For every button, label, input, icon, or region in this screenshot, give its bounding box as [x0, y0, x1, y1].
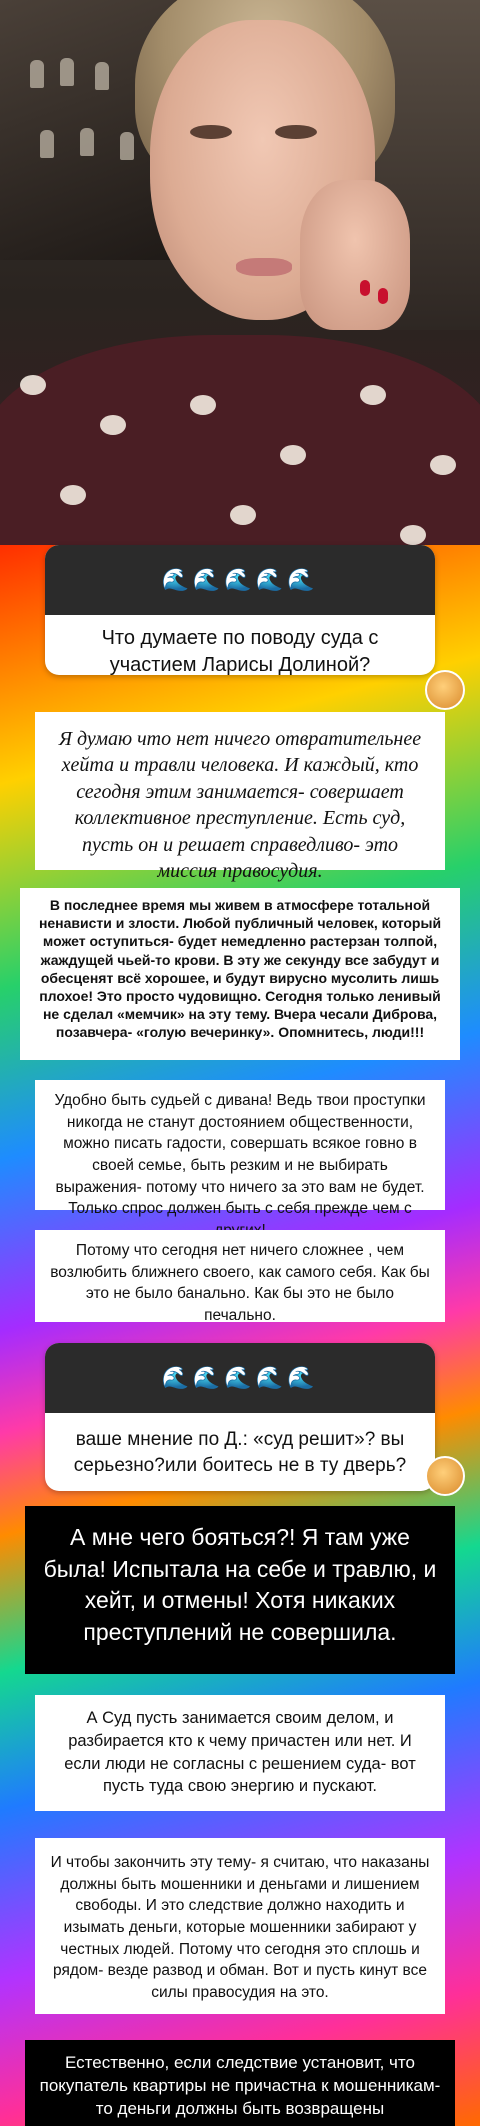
answer-fear: А мне чего бояться?! Я там уже была! Испытала на себе и травлю, и хейт, и отмены! Хотя никаких преступлений не совершила. [25, 1506, 455, 1674]
portrait-photo [0, 0, 480, 545]
sweater [0, 335, 480, 545]
answer-neighbor: Потому что сегодня нет ничего сложнее , чем возлюбить ближнего своего, как самого себя. Как бы это не было банально. Как бы это не было печально. [35, 1230, 445, 1322]
answer-fraud: И чтобы закончить эту тему- я считаю, что наказаны должны быть мошенники и деньгами и лишением свободы. И это следствие должно находить и изымать деньги, которые мошенники забирают у честных людей. Потому что сегодня это сплошь и рядом- везде развод и обман. Вот и пусть кинут все силы правосудия на это. [35, 1838, 445, 2014]
wave-emoji-row: 🌊🌊🌊🌊🌊 [161, 567, 319, 592]
question-header [45, 1343, 435, 1413]
right-eye [275, 125, 317, 139]
answer-sofa: Удобно быть судьей с дивана! Ведь твои проступки никогда не станут достоянием общественности, можно писать гадости, совершать всякое говно в своей семье, быть резким и не выбирать выражения- потому что ничего за это вам не будет. Только спрос должен быть с себя прежде чем с [35, 1080, 445, 1210]
question-text: ваше мнение по Д.: «суд решит»? вы серьезно?или боитесь не в ту дверь? [73, 1429, 407, 1476]
hamster-sticker-icon [425, 1456, 465, 1496]
question-box-1 [45, 545, 435, 675]
answer-court: А Суд пусть занимается своим делом, и разбирается кто к чему причастен или нет. И если люди не согласны с решением суда- вот пусть туда свою энергию и пускают. [35, 1695, 445, 1811]
answer-bold: В последнее время мы живем в атмосфере тотальной ненависти и злости. Любой публичный человек, который может оступиться- будет немедленно растерзан толпой, жаждущей чьей-то крови. В эту же секунду все забудут и обесценят всё хорошее, и будут вирусно мусолить лишь плохое! Это просто чудовищно. Сегодня только ленивый не сделал «мемчик» на эту тему. Вчера чесали Диброва, позавчера- «голую вечеринку». Опомнитесь, люди!!! [20, 888, 460, 1060]
answer-italic: Я думаю что нет ничего отвратительнее хейта и травли человека. И каждый, кто сегодня этим занимается- совершает коллективное преступление. Есть суд, пусть он и решает справедливо- это миссия правосудия. [35, 712, 445, 870]
question-box-2 [45, 1343, 435, 1491]
answer-money: Естественно, если следствие установит, что покупатель квартиры не причастна к мошенникам- то деньги должны быть возвращены [25, 2040, 455, 2126]
wave-emoji-row: 🌊🌊🌊🌊🌊 [161, 1365, 319, 1390]
question-text: Что думаете по поводу суда с участием Ларисы Долиной? [101, 627, 379, 675]
question-header [45, 545, 435, 615]
mouth [236, 258, 292, 276]
left-eye [190, 125, 232, 139]
hand [300, 180, 410, 330]
hamster-sticker-icon [425, 670, 465, 710]
